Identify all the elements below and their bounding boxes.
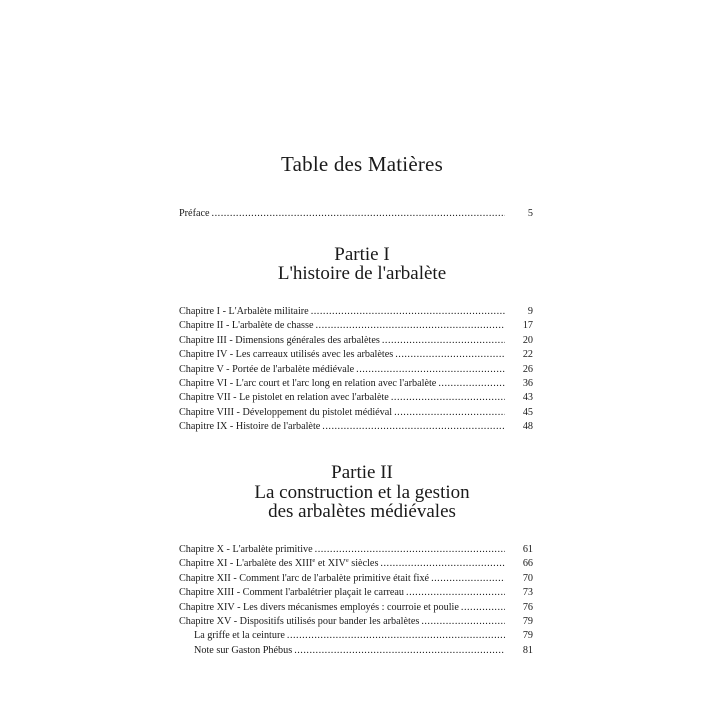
toc-entry-page: 66 (522, 558, 533, 570)
toc-entry-label: Chapitre XIV - Les divers mécanismes employés : courroie et poulie (179, 601, 459, 613)
toc-entry-label (179, 557, 378, 571)
toc-entry[interactable] (179, 406, 533, 420)
toc-entry-label: Chapitre III - Dimensions générales des arbalètes (179, 334, 380, 346)
toc-entry-page: 17 (522, 320, 533, 332)
dot-leader (394, 406, 505, 420)
toc-entry[interactable] (179, 363, 533, 377)
part2-title-line2: des arbalètes médiévales (268, 501, 456, 522)
toc-entry-label: La griffe et la ceinture (194, 630, 285, 642)
part1-number: Partie I (334, 244, 390, 265)
toc-entry-page: 26 (522, 363, 533, 375)
dot-leader (382, 334, 505, 348)
toc-entry-label: Chapitre IV - Les carreaux utilisés avec les arbalètes (179, 349, 394, 361)
toc-entry-page: 22 (522, 349, 533, 361)
toc-entry[interactable] (179, 572, 533, 586)
dot-leader (311, 305, 505, 319)
toc-entry-page: 73 (522, 587, 533, 599)
dot-leader (431, 572, 505, 586)
dot-leader (287, 629, 505, 643)
toc-entry-page: 79 (522, 615, 533, 627)
toc-entry-page: 45 (522, 406, 533, 418)
toc-entry-label: Chapitre IX - Histoire de l'arbalète (179, 421, 321, 433)
toc-entry-label: Chapitre VIII - Développement du pistolet médiéval (179, 406, 393, 418)
toc-entry-page: 9 (527, 306, 533, 317)
preface-section (179, 207, 533, 221)
toc-subentry[interactable] (179, 629, 533, 643)
part1-chapter-list (179, 305, 533, 435)
toc-entry-page: 36 (522, 377, 533, 389)
toc-entry-label: Préface (179, 208, 210, 219)
page-title: Table des Matières (281, 152, 443, 176)
toc-entry[interactable] (179, 586, 533, 600)
toc-entry-label: Chapitre I - L'Arbalète militaire (179, 306, 309, 317)
part2-chapter-list (179, 543, 533, 658)
dot-leader (380, 557, 505, 571)
toc-entry[interactable] (179, 557, 533, 571)
toc-entry[interactable] (179, 391, 533, 405)
dot-leader (212, 207, 505, 221)
toc-entry-page: 79 (522, 630, 533, 642)
dot-leader (391, 391, 505, 405)
toc-entry-page: 20 (522, 334, 533, 346)
toc-entry-page: 81 (522, 644, 533, 656)
dot-leader (294, 644, 505, 658)
toc-entry-label: Chapitre XII - Comment l'arc de l'arbalète primitive était fixé (179, 572, 430, 584)
toc-entry-label: Chapitre V - Portée de l'arbalète médiévale (179, 363, 355, 375)
toc-entry[interactable] (179, 348, 533, 362)
toc-entry-label: Chapitre II - L'arbalète de chasse (179, 320, 314, 332)
toc-entry-label: Chapitre XIII - Comment l'arbalétrier plaçait le carreau (179, 587, 405, 599)
dot-leader (438, 377, 505, 391)
toc-entry-preface[interactable] (179, 207, 533, 221)
dot-leader (406, 586, 505, 600)
toc-entry-label: Chapitre X - L'arbalète primitive (179, 544, 313, 555)
toc-entry-page: 76 (522, 601, 533, 613)
part2-number: Partie II (331, 462, 393, 483)
toc-entry[interactable] (179, 377, 533, 391)
toc-entry[interactable] (179, 334, 533, 348)
toc-entry-page: 70 (522, 572, 533, 584)
part2-title-line1: La construction et la gestion (254, 482, 470, 503)
toc-entry[interactable] (179, 319, 533, 333)
dot-leader (395, 348, 505, 362)
toc-entry-label: Note sur Gaston Phébus (194, 644, 293, 656)
toc-entry-page: 43 (522, 392, 533, 404)
toc-entry[interactable] (179, 543, 533, 557)
superscript: e (312, 557, 316, 565)
dot-leader (316, 319, 506, 333)
toc-entry-label: Chapitre XV - Dispositifs utilisés pour bander les arbalètes (179, 615, 420, 627)
dot-leader (322, 420, 505, 434)
label-part: et XIV (315, 558, 346, 570)
dot-leader (315, 543, 505, 557)
dot-leader (356, 363, 505, 377)
toc-entry-label: Chapitre VI - L'arc court et l'arc long en relation avec l'arbalète (179, 377, 437, 389)
toc-entry-page: 61 (522, 544, 533, 555)
dot-leader (461, 601, 505, 615)
toc-subentry[interactable] (179, 644, 533, 658)
toc-entry[interactable] (179, 615, 533, 629)
dot-leader (421, 615, 505, 629)
toc-entry[interactable] (179, 420, 533, 434)
toc-entry[interactable] (179, 601, 533, 615)
label-part: siècles (348, 558, 379, 570)
toc-entry-label: Chapitre VII - Le pistolet en relation avec l'arbalète (179, 392, 389, 404)
toc-entry-page: 48 (522, 421, 533, 433)
superscript: e (345, 557, 349, 565)
label-part: Chapitre XI - L'arbalète des XIII (179, 558, 313, 570)
part1-title: L'histoire de l'arbalète (277, 263, 447, 284)
toc-entry[interactable] (179, 305, 533, 319)
toc-entry-page: 5 (527, 208, 533, 219)
